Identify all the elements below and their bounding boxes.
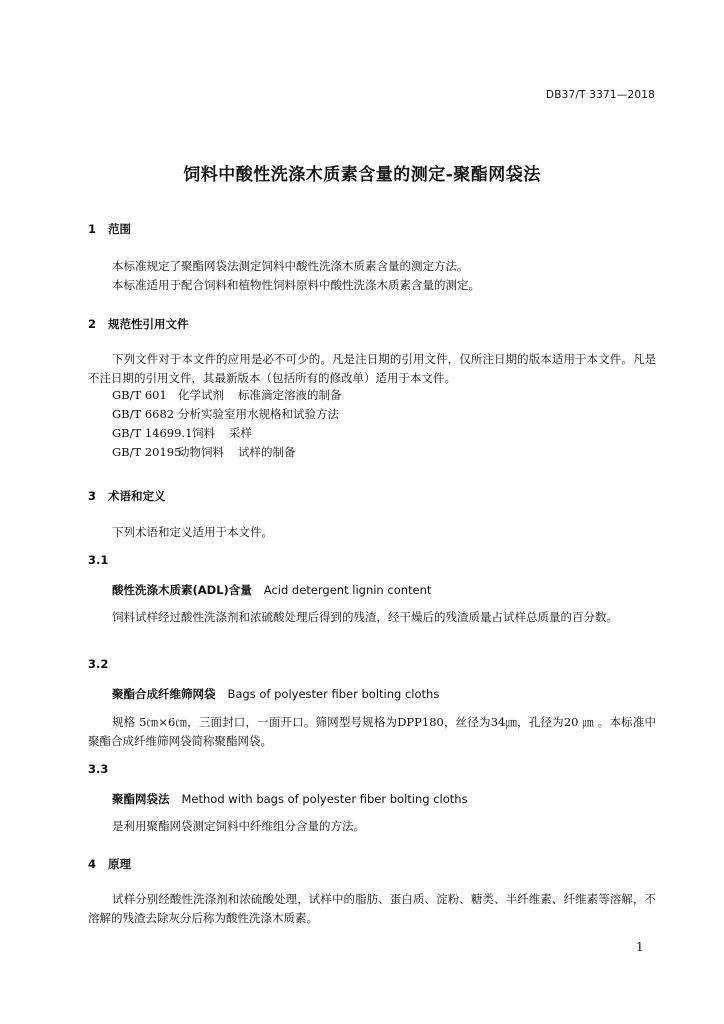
reference-code: GB/T 14699.1: [112, 426, 193, 440]
section-number: 2: [88, 317, 97, 331]
section-title: 范围: [108, 222, 132, 236]
reference-item: [112, 443, 353, 462]
term-heading: [112, 791, 468, 807]
page-number: 1: [636, 940, 644, 954]
term-heading: [112, 686, 439, 702]
reference-desc: 采样: [229, 426, 252, 440]
term-definition: 饲料试样经过酸性洗涤剂和浓硫酸处理后得到的残渣，经干燥后的残渣质量占试样总质量的百分数。: [112, 610, 618, 624]
principle-text: 试样分别经酸性洗涤剂和浓硫酸处理，试样中的脂肪、蛋白质、淀粉、糖类、半纤维素、纤维素等溶解，不溶解的残渣去除灰分后称为酸性洗涤木质素。: [88, 892, 656, 925]
reference-name: 饲料: [192, 426, 215, 440]
reference-item: [112, 386, 353, 405]
section-number: 4: [88, 857, 97, 871]
term-en: Acid detergent lignin content: [263, 583, 432, 597]
scope-line-1: 本标准规定了聚酯网袋法测定饲料中酸性洗涤木质素含量的测定方法。: [112, 259, 469, 273]
reference-desc: 试样的制备: [238, 445, 296, 459]
term-number: 3.3: [88, 762, 109, 776]
section-2-heading: [88, 316, 189, 332]
section-title: 原理: [108, 857, 132, 871]
term-zh: 酸性洗涤木质素(ADL)含量: [112, 583, 252, 597]
term-number: 3.2: [88, 657, 109, 671]
normative-references-intro: 下列文件对于本文件的应用是必不可少的。凡是注日期的引用文件，仅所注日期的版本适用于本文件。凡是不注日期的引用文件，其最新版本（包括所有的修改单）适用于本文件。: [88, 352, 656, 385]
section-title: 术语和定义: [108, 489, 166, 503]
reference-item: [112, 424, 353, 443]
document-title: 饲料中酸性洗涤木质素含量的测定-聚酯网袋法: [183, 165, 541, 185]
reference-list: [112, 386, 353, 462]
term-definition: 规格 5㎝×6㎝，三面封口，一面开口。筛网型号规格为DPP180，丝径为34㎛，孔径为20 ㎛ 。本标准中聚酯合成纤维筛网袋简称聚酯网袋。: [88, 715, 656, 748]
section-1-heading: [88, 221, 131, 237]
section-number: 3: [88, 489, 97, 503]
reference-name: 分析实验室用水规格和试验方法: [178, 407, 339, 421]
term-zh: 聚酯合成纤维筛网袋: [112, 687, 216, 701]
terms-intro: 下列术语和定义适用于本文件。: [112, 525, 273, 539]
term-zh: 聚酯网袋法: [112, 792, 170, 806]
section-4-heading: [88, 856, 131, 872]
standard-code: DB37/T 3371—2018: [545, 89, 655, 101]
reference-name: 动物饲料: [178, 445, 224, 459]
reference-code: GB/T 20195: [112, 445, 182, 459]
reference-item: [112, 405, 353, 424]
reference-name: 化学试剂: [178, 388, 224, 402]
reference-desc: 标准滴定溶液的制备: [238, 388, 342, 402]
section-3-heading: [88, 488, 166, 504]
reference-code: GB/T 6682: [112, 407, 175, 421]
scope-line-2: 本标准适用于配合饲料和植物性饲料原料中酸性洗涤木质素含量的测定。: [112, 278, 480, 292]
term-heading: [112, 582, 431, 598]
section-number: 1: [88, 222, 97, 236]
term-en: Method with bags of polyester fiber bolting cloths: [181, 792, 468, 806]
term-number: 3.1: [88, 553, 109, 567]
term-en: Bags of polyester fiber bolting cloths: [227, 687, 440, 701]
term-definition: 是利用聚酯网袋测定饲料中纤维组分含量的方法。: [112, 819, 365, 833]
section-title: 规范性引用文件: [108, 317, 189, 331]
reference-code: GB/T 601: [112, 388, 167, 402]
